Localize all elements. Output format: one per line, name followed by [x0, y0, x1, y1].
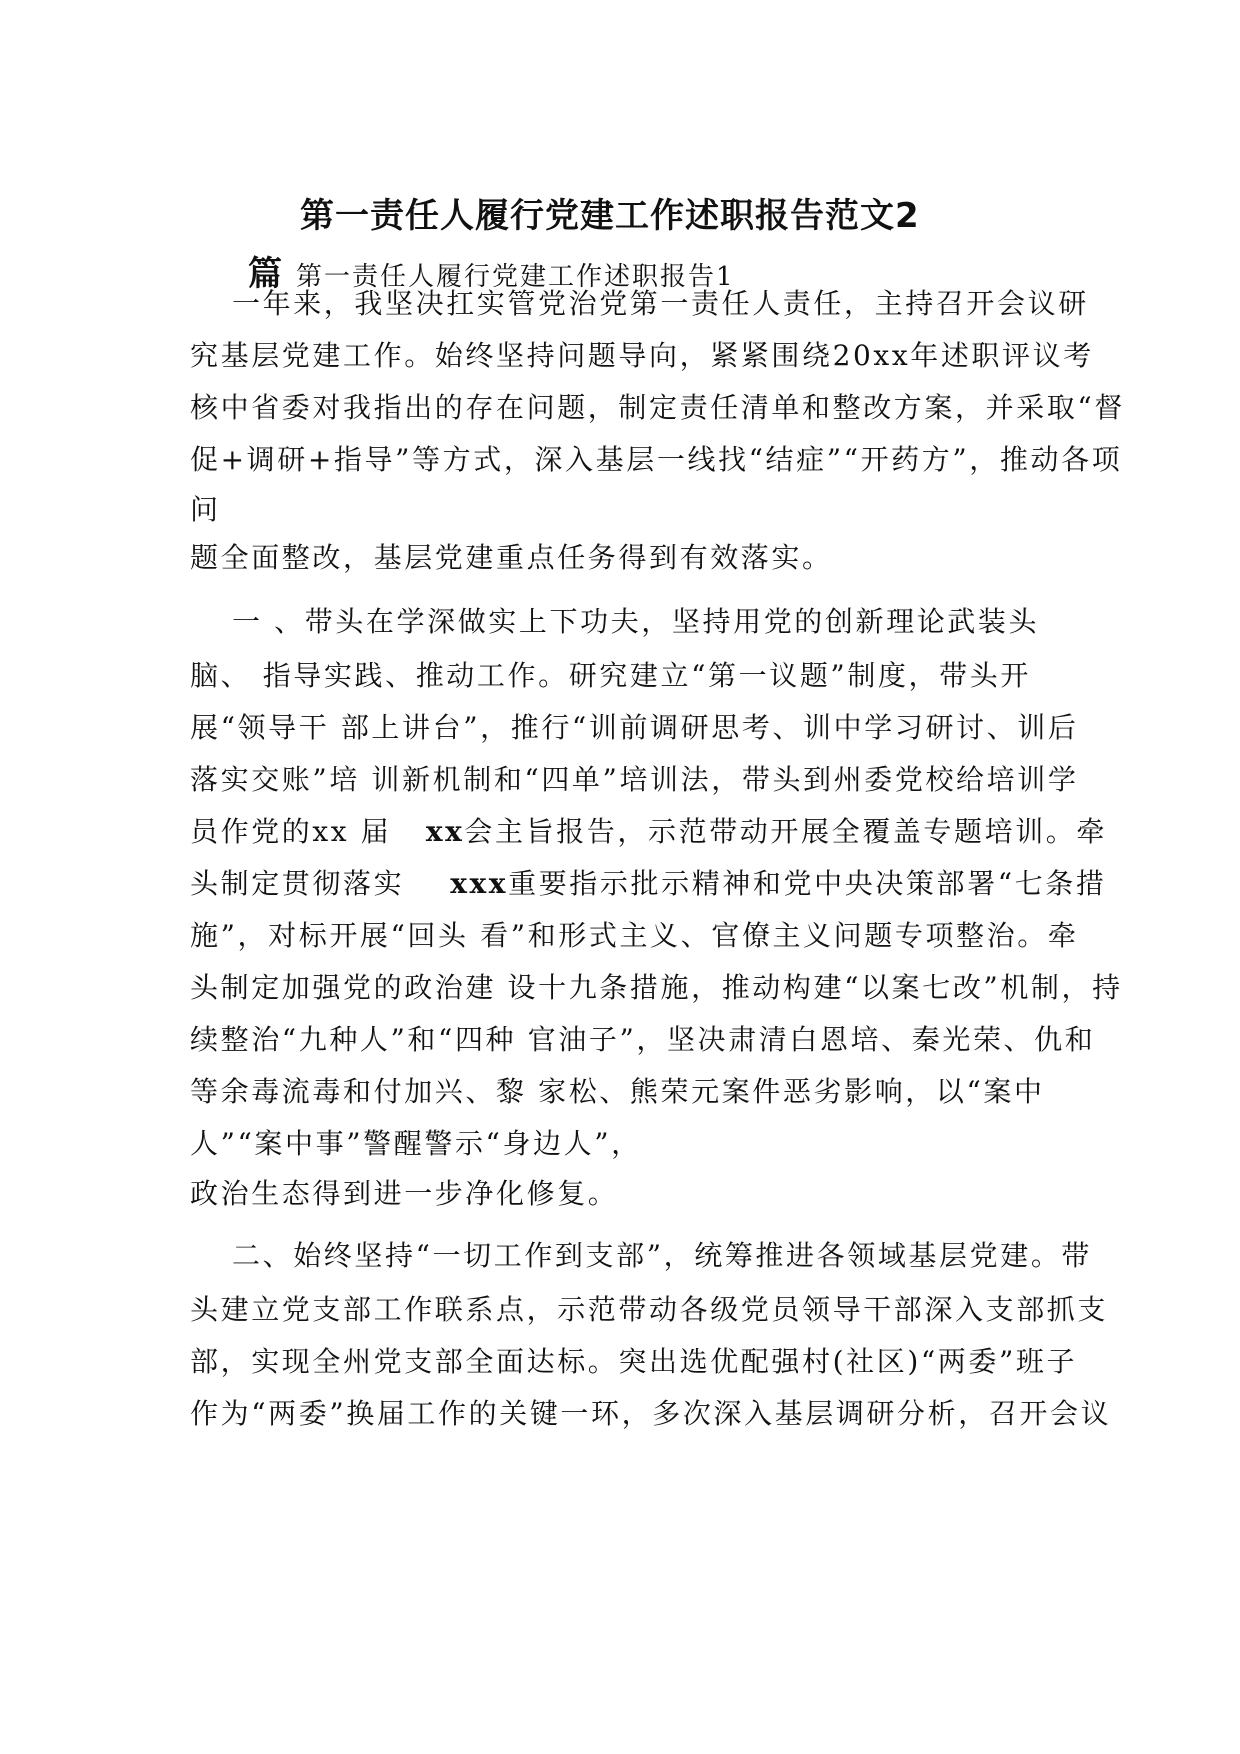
paragraph-line: 施”，对标开展“回头 看”和形式主义、官僚主义问题专项整治。牵: [190, 919, 1079, 952]
paragraph-line: 二、始终坚持“一切工作到支部”，统筹推进各领域基层党建。带: [232, 1239, 1093, 1272]
paragraph-line: 一 、带头在学深做实上下功夫，坚持用党的创新理论武装头: [232, 605, 1040, 638]
paragraph-line: 头建立党支部工作联系点，示范带动各级党员领导干部深入支部抓支: [190, 1293, 1109, 1326]
subtitle-text: 第一责任人履行党建工作述职报告1: [296, 262, 735, 292]
paragraph-line: 等余毒流毒和付加兴、黎 家松、熊荣元案件恶劣影响，以“案中: [190, 1075, 1045, 1108]
line-segment-bold: xxx: [450, 867, 509, 900]
paragraph-line: 作为“两委”换届工作的关键一环，多次深入基层调研分析，召开会议: [190, 1397, 1112, 1430]
paragraph-line: 部，实现全州党支部全面达标。突出选优配强村(社区)“两委”班子: [190, 1345, 1078, 1378]
paragraph-line: 问: [190, 493, 221, 526]
paragraph-line: 脑、 指导实践、推动工作。研究建立“第一议题”制度，带头开: [190, 659, 1031, 692]
paragraph-line: 落实交账”培 训新机制和“四单”培训法，带头到州委党校给培训学: [190, 763, 1079, 796]
paragraph-line: 续整治“九种人”和“四种 官油子”，坚决肃清白恩培、秦光荣、仇和: [190, 1023, 1096, 1056]
subtitle-prefix: 篇: [248, 254, 282, 294]
paragraph-line: 究基层党建工作。始终坚持问题导向，紧紧围绕20xx年述职评议考: [190, 339, 1094, 372]
paragraph-line: 核中省委对我指出的存在问题，制定责任清单和整改方案，并采取“督: [190, 391, 1125, 424]
paragraph-line: [190, 867, 1107, 900]
line-segment: 头制定贯彻落实: [190, 867, 405, 900]
line-segment: 员作党的xx 届: [190, 815, 392, 848]
paragraph-line: 促+调研+指导”等方式，深入基层一线找“结症”“开药方”，推动各项: [190, 443, 1123, 476]
line-segment-bold: xx: [425, 815, 465, 848]
paragraph-line: 题全面整改，基层党建重点任务得到有效落实。: [190, 541, 833, 574]
paragraph-line: 头制定加强党的政治建 设十九条措施，推动构建“以案七改”机制，持: [190, 971, 1123, 1004]
line-segment: 会主旨报告，示范带动开展全覆盖专题培训。牵: [464, 815, 1108, 848]
paragraph-line: 一年来，我坚决扛实管党治党第一责任人责任，主持召开会议研: [232, 287, 1089, 320]
paragraph-line: 人”“案中事”警醒警示“身边人”，: [190, 1127, 642, 1160]
paragraph-line: [190, 815, 1108, 848]
line-segment: 重要指示批示精神和党中央决策部署“七条措: [508, 867, 1107, 900]
document-title: 第一责任人履行党建工作述职报告范文2: [300, 196, 920, 236]
paragraph-line: 政治生态得到进一步净化修复。: [190, 1177, 619, 1210]
paragraph-line: 展“领导干 部上讲台”，推行“训前调研思考、训中学习研讨、训后: [190, 711, 1079, 744]
